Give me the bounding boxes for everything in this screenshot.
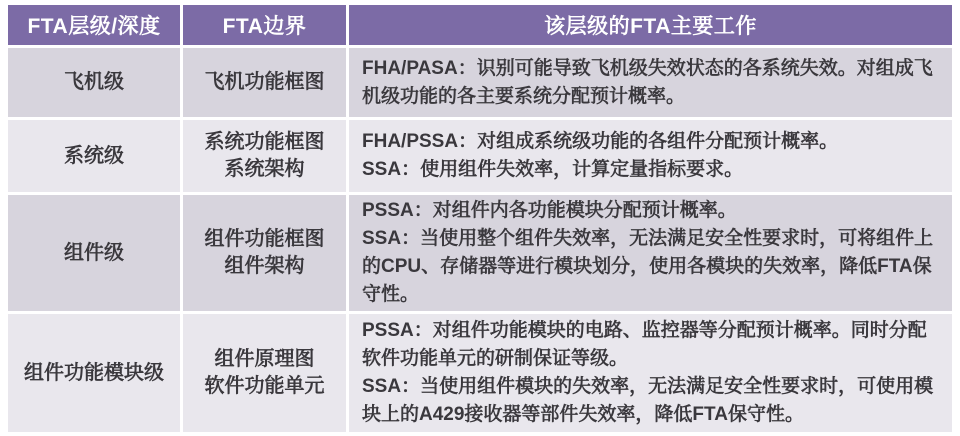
boundary-line: 飞机功能框图 bbox=[204, 71, 325, 93]
cell-level-system: 系统级 bbox=[8, 120, 180, 192]
header-cell-level: FTA层级/深度 bbox=[8, 5, 180, 45]
header-cell-boundary: FTA边界 bbox=[183, 5, 346, 45]
work-paragraph: PSSA：对组件功能模块的电路、监控器等分配预计概率。同时分配软件功能单元的研制保证等级。 bbox=[362, 320, 927, 369]
header-cell-main-work: 该层级的FTA主要工作 bbox=[349, 5, 952, 45]
boundary-line: 系统功能框图 bbox=[204, 131, 325, 153]
boundary-line: 软件功能单元 bbox=[204, 375, 325, 397]
cell-level-module: 组件功能模块级 bbox=[8, 314, 180, 432]
work-paragraph: PSSA：对组件内各功能模块分配预计概率。 bbox=[362, 200, 737, 221]
boundary-line: 组件功能框图 bbox=[204, 228, 325, 250]
fta-levels-table bbox=[8, 5, 952, 432]
boundary-line: 组件原理图 bbox=[214, 348, 315, 370]
work-paragraph: SSA：当使用组件模块的失效率，无法满足安全性要求时，可使用模块上的A429接收器等部件失效率，降低FTA保守性。 bbox=[362, 376, 934, 425]
work-paragraph: FHA/PASA：识别可能导致飞机级失效状态的各系统失效。对组成飞机级功能的各主要系统分配预计概率。 bbox=[362, 57, 933, 107]
cell-boundary-module bbox=[183, 314, 346, 432]
cell-level-aircraft: 飞机级 bbox=[8, 48, 180, 117]
cell-boundary-system bbox=[183, 120, 346, 192]
boundary-line: 系统架构 bbox=[224, 158, 305, 180]
work-paragraph: FHA/PSSA：对组成系统级功能的各组件分配预计概率。 bbox=[362, 131, 839, 152]
boundary-line: 组件架构 bbox=[224, 255, 305, 277]
cell-boundary-component bbox=[183, 195, 346, 311]
cell-work-aircraft bbox=[349, 48, 952, 117]
cell-work-component bbox=[349, 195, 952, 311]
work-paragraph: SSA：使用组件失效率，计算定量指标要求。 bbox=[362, 159, 744, 180]
cell-level-component: 组件级 bbox=[8, 195, 180, 311]
cell-boundary-aircraft bbox=[183, 48, 346, 117]
work-paragraph: SSA：当使用整个组件失效率，无法满足安全性要求时，可将组件上的CPU、存储器等进行模块划分，使用各模块的失效率，降低FTA保守性。 bbox=[362, 228, 934, 305]
cell-work-system bbox=[349, 120, 952, 192]
cell-work-module bbox=[349, 314, 952, 432]
